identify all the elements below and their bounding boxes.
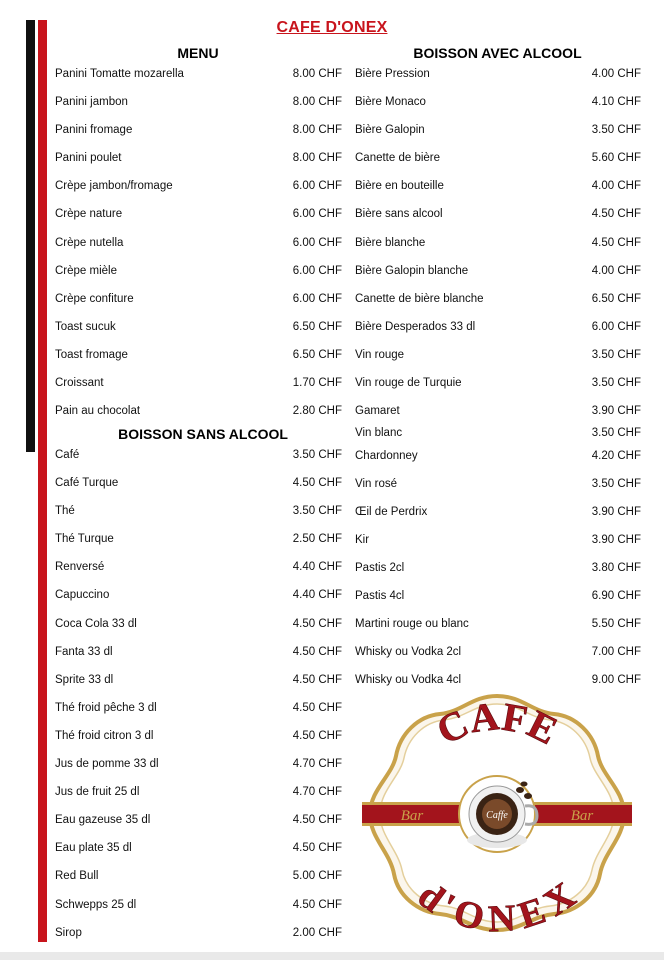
logo-band-right: Bar xyxy=(570,808,594,824)
item-price: 7.00 CHF xyxy=(591,646,641,659)
item-name: Bière sans alcool xyxy=(355,208,443,221)
item-name: Kir xyxy=(355,533,370,546)
menu-item xyxy=(355,427,641,450)
item-price: 4.00 CHF xyxy=(591,180,641,193)
menu-item xyxy=(55,561,342,589)
item-name: Vin rouge de Turquie xyxy=(355,377,462,390)
menu-item xyxy=(355,377,641,405)
item-price: 6.00 CHF xyxy=(591,320,641,333)
item-price: 8.00 CHF xyxy=(292,124,342,137)
menu-item xyxy=(55,96,342,124)
menu-item xyxy=(55,646,342,674)
item-name: Sirop xyxy=(55,926,82,939)
menu-item xyxy=(55,674,342,702)
bottom-strip xyxy=(0,952,664,960)
item-price: 3.50 CHF xyxy=(591,427,641,440)
menu-item xyxy=(55,321,342,349)
sans-alcool-list xyxy=(55,449,342,955)
menu-item xyxy=(355,349,641,377)
menu-item xyxy=(55,589,342,617)
menu-item xyxy=(355,180,641,208)
menu-item xyxy=(355,152,641,180)
item-price: 2.00 CHF xyxy=(292,926,342,939)
avec-alcool-heading: BOISSON AVEC ALCOOL xyxy=(413,45,582,61)
item-name: Thé froid pêche 3 dl xyxy=(55,701,157,714)
item-price: 3.50 CHF xyxy=(591,377,641,390)
menu-item xyxy=(55,68,342,96)
item-price: 4.10 CHF xyxy=(591,96,641,109)
menu-item xyxy=(55,927,342,955)
menu-item xyxy=(355,478,641,506)
menu-item xyxy=(55,405,342,433)
item-name: Bière Desperados 33 dl xyxy=(355,320,476,333)
item-price: 4.50 CHF xyxy=(292,617,342,630)
item-price: 1.70 CHF xyxy=(292,377,342,390)
item-name: Pain au chocolat xyxy=(55,405,141,418)
menu-item xyxy=(55,377,342,405)
item-name: Panini jambon xyxy=(55,96,128,109)
menu-item xyxy=(55,208,342,236)
item-price: 4.50 CHF xyxy=(292,842,342,855)
item-name: Crèpe jambon/fromage xyxy=(55,180,173,193)
menu-item xyxy=(355,618,641,646)
item-price: 4.40 CHF xyxy=(292,561,342,574)
item-price: 6.00 CHF xyxy=(292,180,342,193)
menu-item xyxy=(355,562,641,590)
item-price: 6.00 CHF xyxy=(292,208,342,221)
item-name: Capuccino xyxy=(55,589,110,602)
item-price: 8.00 CHF xyxy=(292,96,342,109)
item-price: 3.90 CHF xyxy=(591,533,641,546)
item-name: Bière en bouteille xyxy=(355,180,444,193)
menu-item xyxy=(355,124,641,152)
item-name: Œil de Perdrix xyxy=(355,505,428,518)
left-black-stripe xyxy=(26,20,35,452)
item-price: 6.50 CHF xyxy=(292,320,342,333)
item-name: Jus de fruit 25 dl xyxy=(55,786,140,799)
item-name: Sprite 33 dl xyxy=(55,673,114,686)
item-price: 4.20 CHF xyxy=(591,449,641,462)
item-price: 3.50 CHF xyxy=(292,505,342,518)
item-name: Whisky ou Vodka 4cl xyxy=(355,674,462,687)
page-title: CAFE D'ONEX xyxy=(276,19,388,36)
item-name: Coca Cola 33 dl xyxy=(55,617,137,630)
menu-item xyxy=(55,265,342,293)
menu-item xyxy=(55,758,342,786)
item-price: 4.70 CHF xyxy=(292,758,342,771)
item-name: Panini poulet xyxy=(55,152,122,165)
menu-item xyxy=(55,870,342,898)
logo-band-left: Bar xyxy=(400,808,424,824)
item-price: 5.50 CHF xyxy=(591,618,641,631)
avec-alcool-list xyxy=(355,68,641,702)
menu-item xyxy=(55,842,342,870)
item-name: Croissant xyxy=(55,377,104,390)
item-name: Toast sucuk xyxy=(55,320,116,333)
item-price: 6.00 CHF xyxy=(292,292,342,305)
menu-item xyxy=(55,786,342,814)
menu-item xyxy=(355,405,641,427)
item-price: 4.50 CHF xyxy=(292,477,342,490)
item-price: 3.90 CHF xyxy=(591,505,641,518)
item-name: Bière Pression xyxy=(355,68,430,80)
item-price: 4.50 CHF xyxy=(292,645,342,658)
menu-item xyxy=(355,68,641,96)
menu-item xyxy=(55,477,342,505)
item-price: 3.50 CHF xyxy=(591,348,641,361)
item-name: Panini Tomatte mozarella xyxy=(55,68,184,80)
item-name: Gamaret xyxy=(355,405,400,418)
item-price: 3.50 CHF xyxy=(591,477,641,490)
item-name: Thé xyxy=(55,505,75,518)
item-price: 4.50 CHF xyxy=(591,236,641,249)
menu-item xyxy=(55,533,342,561)
item-price: 3.90 CHF xyxy=(591,405,641,418)
item-name: Bière Galopin blanche xyxy=(355,264,469,277)
menu-item xyxy=(355,208,641,236)
sans-alcool-heading: BOISSON SANS ALCOOL xyxy=(118,426,288,442)
item-price: 4.50 CHF xyxy=(591,208,641,221)
item-name: Canette de bière xyxy=(355,152,441,165)
item-price: 4.50 CHF xyxy=(292,673,342,686)
left-red-stripe xyxy=(38,20,47,942)
item-price: 6.50 CHF xyxy=(292,348,342,361)
item-name: Schwepps 25 dl xyxy=(55,898,137,911)
item-name: Crèpe nutella xyxy=(55,236,124,249)
menu-item xyxy=(55,124,342,152)
item-name: Fanta 33 dl xyxy=(55,645,113,658)
item-name: Bière Galopin xyxy=(355,124,425,137)
item-name: Whisky ou Vodka 2cl xyxy=(355,646,462,659)
item-price: 8.00 CHF xyxy=(292,68,342,80)
item-price: 4.70 CHF xyxy=(292,786,342,799)
item-name: Pastis 4cl xyxy=(355,590,405,603)
menu-item xyxy=(55,730,342,758)
menu-item xyxy=(55,814,342,842)
menu-item xyxy=(55,702,342,730)
item-name: Crèpe confiture xyxy=(55,292,134,305)
item-price: 3.50 CHF xyxy=(591,124,641,137)
item-price: 2.80 CHF xyxy=(292,405,342,418)
item-price: 4.00 CHF xyxy=(591,68,641,80)
item-name: Crèpe mièle xyxy=(55,264,117,277)
menu-item xyxy=(355,534,641,562)
menu-item xyxy=(355,590,641,618)
item-name: Eau plate 35 dl xyxy=(55,842,132,855)
item-price: 2.50 CHF xyxy=(292,533,342,546)
item-name: Panini fromage xyxy=(55,124,133,137)
item-name: Pastis 2cl xyxy=(355,562,405,574)
item-name: Red Bull xyxy=(55,870,99,883)
logo-bottom-text: d'ONEX xyxy=(410,874,583,935)
item-name: Café Turque xyxy=(55,477,119,490)
menu-item xyxy=(55,293,342,321)
menu-list xyxy=(55,68,342,433)
logo-top-text: CAFE xyxy=(429,693,565,754)
item-name: Thé Turque xyxy=(55,533,114,546)
menu-item xyxy=(55,152,342,180)
item-name: Chardonney xyxy=(355,449,418,462)
item-price: 3.80 CHF xyxy=(591,562,641,574)
item-price: 6.90 CHF xyxy=(591,590,641,603)
menu-item xyxy=(355,646,641,674)
item-price: 3.50 CHF xyxy=(292,449,342,461)
menu-item xyxy=(55,618,342,646)
item-price: 4.50 CHF xyxy=(292,814,342,827)
menu-item xyxy=(55,180,342,208)
menu-item xyxy=(55,349,342,377)
menu-item xyxy=(355,237,641,265)
item-name: Renversé xyxy=(55,561,105,574)
menu-item xyxy=(355,450,641,478)
item-name: Bière Monaco xyxy=(355,96,426,109)
item-name: Canette de bière blanche xyxy=(355,292,484,305)
item-price: 8.00 CHF xyxy=(292,152,342,165)
item-price: 4.50 CHF xyxy=(292,701,342,714)
item-name: Café xyxy=(55,449,80,461)
menu-item xyxy=(355,506,641,534)
item-price: 6.00 CHF xyxy=(292,236,342,249)
item-name: Jus de pomme 33 dl xyxy=(55,758,159,771)
menu-item xyxy=(55,505,342,533)
item-name: Martini rouge ou blanc xyxy=(355,618,469,631)
item-name: Thé froid citron 3 dl xyxy=(55,729,154,742)
menu-item xyxy=(355,293,641,321)
menu-item xyxy=(355,265,641,293)
logo-cup-text: Caffe xyxy=(486,810,508,821)
item-price: 6.00 CHF xyxy=(292,264,342,277)
item-price: 6.50 CHF xyxy=(591,292,641,305)
item-price: 5.00 CHF xyxy=(292,870,342,883)
item-name: Eau gazeuse 35 dl xyxy=(55,814,151,827)
item-name: Bière blanche xyxy=(355,236,426,249)
item-name: Vin rosé xyxy=(355,477,397,490)
menu-item xyxy=(55,237,342,265)
menu-item xyxy=(55,449,342,477)
item-price: 4.00 CHF xyxy=(591,264,641,277)
item-name: Toast fromage xyxy=(55,348,128,361)
item-price: 9.00 CHF xyxy=(591,674,641,687)
item-name: Vin blanc xyxy=(355,427,403,440)
item-name: Crèpe nature xyxy=(55,208,123,221)
item-price: 5.60 CHF xyxy=(591,152,641,165)
item-price: 4.40 CHF xyxy=(292,589,342,602)
cafe-donex-logo xyxy=(362,690,632,935)
item-price: 4.50 CHF xyxy=(292,898,342,911)
menu-heading: MENU xyxy=(177,45,219,61)
item-price: 4.50 CHF xyxy=(292,729,342,742)
menu-item xyxy=(355,96,641,124)
menu-item xyxy=(355,321,641,349)
menu-item xyxy=(55,899,342,927)
item-name: Vin rouge xyxy=(355,348,405,361)
